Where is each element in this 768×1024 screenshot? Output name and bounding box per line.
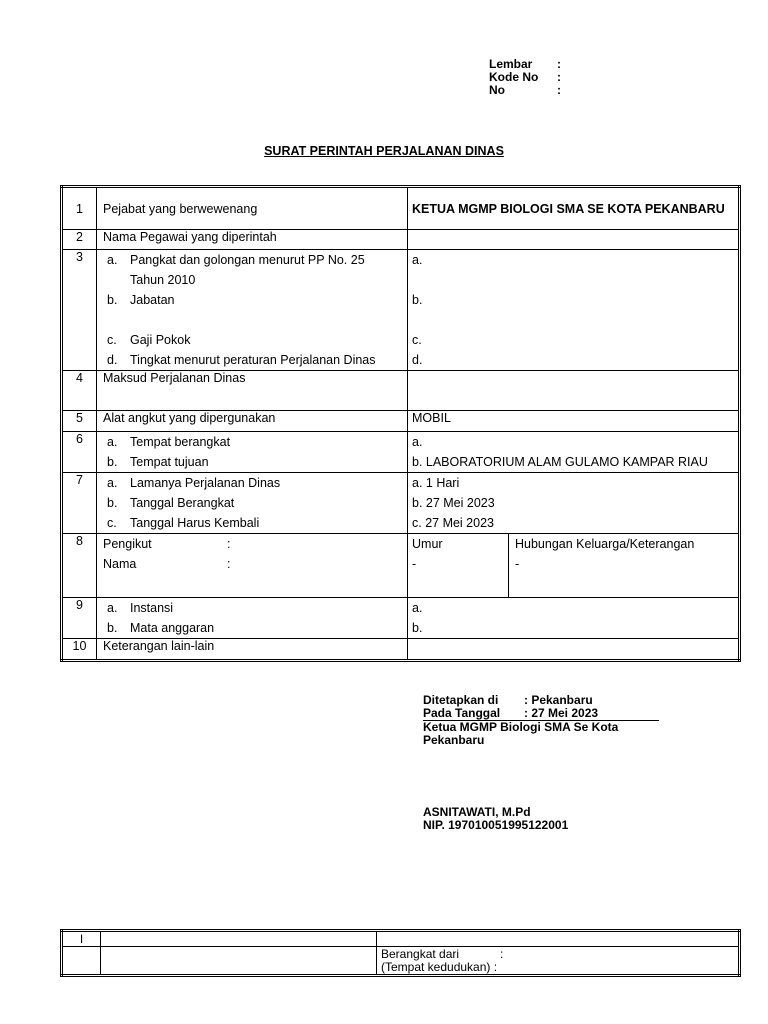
sub-label: Jabatan <box>130 293 175 307</box>
no-label: No <box>489 83 505 97</box>
sub-letter: b. <box>107 621 118 635</box>
hubungan-value: - <box>515 557 520 571</box>
blank-cell <box>377 931 740 947</box>
ditetapkan-label: Ditetapkan di <box>423 693 499 707</box>
table-row <box>62 230 740 250</box>
sub-item <box>103 452 407 472</box>
row-label: Nama Pegawai yang diperintah <box>97 230 408 250</box>
sub-value: b. <box>412 621 423 635</box>
table-row <box>62 187 740 230</box>
companion-cell <box>408 534 740 598</box>
table-row <box>62 250 740 371</box>
tempat-line: (Tempat kedudukan) : <box>381 960 498 974</box>
pengikut-line <box>103 534 407 554</box>
tanggal-label: Pada Tanggal <box>423 706 501 720</box>
sub-item <box>103 290 407 310</box>
sub-item <box>103 598 407 618</box>
row-number: 10 <box>62 639 97 661</box>
header-fields <box>489 58 561 97</box>
destination-value: b. LABORATORIUM ALAM GULAMO KAMPAR RIAU <box>412 455 708 469</box>
sub-value: b. <box>412 293 423 307</box>
sub-letter: c. <box>107 333 117 347</box>
row-value <box>408 598 740 639</box>
sub-value: d. <box>412 353 423 367</box>
jabatan-line: Ketua MGMP Biologi SMA Se Kota <box>423 720 619 734</box>
form-table <box>60 185 741 662</box>
table-row <box>62 639 740 661</box>
sub-letter: a. <box>107 476 118 490</box>
table-row <box>62 371 740 411</box>
table-row <box>62 931 740 947</box>
employee-name-value <box>408 230 740 250</box>
nama-line <box>103 554 407 574</box>
sub-letter: b. <box>107 455 118 469</box>
sub-label: Tempat berangkat <box>130 435 231 449</box>
row-label <box>97 598 408 639</box>
row-number: 7 <box>62 473 97 534</box>
sub-item <box>103 350 407 370</box>
sub-letter: a. <box>107 601 118 615</box>
sub-label: Mata anggaran <box>130 621 215 635</box>
document-title: SURAT PERINTAH PERJALANAN DINAS <box>264 144 504 158</box>
sub-letter: b. <box>107 293 118 307</box>
sub-item-cont <box>103 270 407 290</box>
table-row <box>62 947 740 976</box>
sub-letter: d. <box>107 353 118 367</box>
companion-table <box>408 534 738 597</box>
hubungan-label: Hubungan Keluarga/Keterangan <box>515 537 695 551</box>
sub-item <box>103 618 407 638</box>
row-label: Alat angkut yang dipergunakan <box>97 411 408 432</box>
row-number: 5 <box>62 411 97 432</box>
ditetapkan-value: : Pekanbaru <box>524 693 593 707</box>
sub-value: c. <box>412 333 422 347</box>
row-label <box>97 534 408 598</box>
row-number: 4 <box>62 371 97 411</box>
sub-item <box>103 432 407 452</box>
sub-label: Tempat tujuan <box>130 455 209 469</box>
signature-block <box>423 694 659 832</box>
blank-line <box>103 310 407 330</box>
no-field <box>489 84 561 97</box>
lembar-colon: : <box>557 57 561 71</box>
row-value <box>408 250 740 371</box>
row-number: 2 <box>62 230 97 250</box>
sub-letter: a. <box>107 253 118 267</box>
sub-value: a. <box>412 435 423 449</box>
row-label: Keterangan lain-lain <box>97 639 408 661</box>
row-number: 8 <box>62 534 97 598</box>
tanggal-line <box>423 707 659 721</box>
return-date-value: c. 27 Mei 2023 <box>412 516 494 530</box>
row-number: 6 <box>62 432 97 473</box>
purpose-value <box>408 371 740 411</box>
other-notes-value <box>408 639 740 661</box>
roman-numeral: I <box>62 931 101 947</box>
nama-colon: : <box>227 557 231 571</box>
sub-item <box>103 330 407 350</box>
no-colon: : <box>557 83 561 97</box>
transport-value: MOBIL <box>408 411 740 432</box>
signer-nip: NIP. 197010051995122001 <box>423 818 569 832</box>
sub-item <box>103 513 407 533</box>
nama-label: Nama <box>103 557 137 571</box>
blank-cell <box>101 931 377 947</box>
row-number: 9 <box>62 598 97 639</box>
blank-cell <box>101 947 377 976</box>
row-number: 1 <box>62 187 97 230</box>
sub-label: Instansi <box>130 601 174 615</box>
sub-label: Tingkat menurut peraturan Perjalanan Dinas <box>130 353 376 367</box>
umur-column <box>408 534 509 597</box>
sub-label: Lamanya Perjalanan Dinas <box>130 476 281 490</box>
sub-value: a. <box>412 253 423 267</box>
table-row <box>62 411 740 432</box>
travel-record-table <box>60 929 741 977</box>
signer-name: ASNITAWATI, M.Pd <box>423 805 531 819</box>
jabatan-line: Pekanbaru <box>423 733 485 747</box>
sub-item <box>103 493 407 513</box>
lembar-label: Lembar <box>489 57 533 71</box>
kode-no-colon: : <box>557 70 561 84</box>
row-value <box>408 432 740 473</box>
authority-value: KETUA MGMP BIOLOGI SMA SE KOTA PEKANBARU <box>408 187 740 230</box>
table-row <box>62 534 740 598</box>
sub-label: Gaji Pokok <box>130 333 191 347</box>
table-row <box>62 598 740 639</box>
pengikut-colon: : <box>227 537 231 551</box>
hubungan-column <box>509 534 739 597</box>
sub-label: Tanggal Berangkat <box>130 496 235 510</box>
berangkat-label: Berangkat dari <box>381 947 460 961</box>
row-label <box>97 432 408 473</box>
umur-label: Umur <box>412 537 443 551</box>
blank-cell <box>62 947 101 976</box>
pengikut-label: Pengikut <box>103 537 152 551</box>
kode-no-label: Kode No <box>489 70 539 84</box>
table-row <box>62 432 740 473</box>
blank-line <box>412 310 738 330</box>
sub-label: Tahun 2010 <box>130 273 196 287</box>
sub-label: Pangkat dan golongan menurut PP No. 25 <box>130 253 365 267</box>
tanggal-value: : 27 Mei 2023 <box>524 706 599 720</box>
row-label <box>97 250 408 371</box>
departure-date-value: b. 27 Mei 2023 <box>412 496 495 510</box>
blank-line <box>412 270 738 290</box>
sub-letter: b. <box>107 496 118 510</box>
row-label: Maksud Perjalanan Dinas <box>97 371 408 411</box>
table-row <box>62 473 740 534</box>
row-value <box>408 473 740 534</box>
umur-value: - <box>412 557 417 571</box>
sub-letter: c. <box>107 516 117 530</box>
sub-value: a. <box>412 601 423 615</box>
sub-item <box>103 250 407 270</box>
row-label <box>97 473 408 534</box>
departure-cell <box>377 947 740 976</box>
sub-label: Tanggal Harus Kembali <box>130 516 260 530</box>
row-number: 3 <box>62 250 97 371</box>
row-label: Pejabat yang berwewenang <box>97 187 408 230</box>
duration-value: a. 1 Hari <box>412 476 460 490</box>
signature-space <box>423 747 659 806</box>
sub-item <box>103 473 407 493</box>
berangkat-colon: : <box>500 947 504 961</box>
sub-letter: a. <box>107 435 118 449</box>
